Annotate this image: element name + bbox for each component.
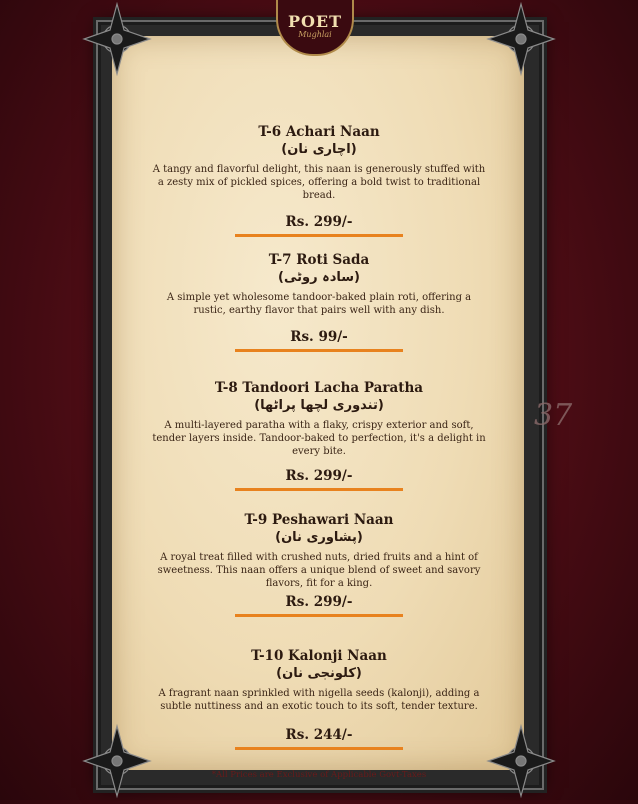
menu-item [150, 252, 488, 352]
price-underline [235, 747, 403, 750]
item-description: A multi-layered paratha with a flaky, crispy exterior and soft, tender layers inside. Tandoor-baked to perfection, it's a delight in every bite. [152, 420, 486, 457]
item-price: Rs. 244/- [285, 727, 353, 743]
item-price: Rs. 299/- [285, 214, 353, 230]
item-price: Rs. 99/- [290, 329, 348, 345]
item-urdu-name: (تندوری لچھا پراٹھا) [254, 398, 384, 413]
brand-name: POET [287, 12, 343, 31]
item-description: A royal treat filled with crushed nuts, dried fruits and a hint of sweetness. This naan offers a unique blend of sweet and savory flavors, fit for a king. [157, 552, 481, 589]
price-underline [235, 349, 403, 352]
menu-item [150, 512, 488, 617]
corner-ornament-bottom-right-icon [482, 722, 560, 800]
item-price: Rs. 299/- [285, 468, 353, 484]
item-description: A simple yet wholesome tandoor-baked plain roti, offering a rustic, earthy flavor that pairs well with any dish. [166, 292, 472, 316]
item-title: T-10 Kalonji Naan [251, 648, 387, 664]
item-title: T-8 Tandoori Lacha Paratha [214, 380, 424, 396]
price-underline [235, 234, 403, 237]
item-description: A fragrant naan sprinkled with nigella seeds (kalonji), adding a subtle nuttiness and an exotic touch to its soft, tender texture. [158, 688, 480, 712]
corner-ornament-top-right-icon [482, 0, 560, 78]
menu-item [150, 648, 488, 750]
item-title: T-7 Roti Sada [268, 252, 370, 268]
item-urdu-name: (سادہ روٹی) [278, 270, 360, 285]
item-urdu-name: (اچاری نان) [281, 142, 357, 157]
item-urdu-name: (کلونجی نان) [276, 666, 362, 681]
item-title: T-9 Peshawari Naan [244, 512, 394, 528]
corner-ornament-bottom-left-icon [78, 722, 156, 800]
item-description: A tangy and flavorful delight, this naan is generously stuffed with a zesty mix of pickled spices, offering a bold twist to traditional bread. [152, 164, 486, 201]
item-title: T-6 Achari Naan [258, 124, 380, 140]
item-price: Rs. 299/- [285, 594, 353, 610]
page-number: 37 [534, 398, 573, 433]
tax-footnote: *All Prices are Exclusive of Applicable Govt-Taxes [211, 770, 427, 780]
brand-tagline: Mughlai [298, 30, 332, 39]
price-underline [235, 488, 403, 491]
corner-ornament-top-left-icon [78, 0, 156, 78]
menu-item [150, 380, 488, 491]
price-underline [235, 614, 403, 617]
menu-item [150, 124, 488, 237]
item-urdu-name: (پشاوری نان) [275, 530, 363, 545]
